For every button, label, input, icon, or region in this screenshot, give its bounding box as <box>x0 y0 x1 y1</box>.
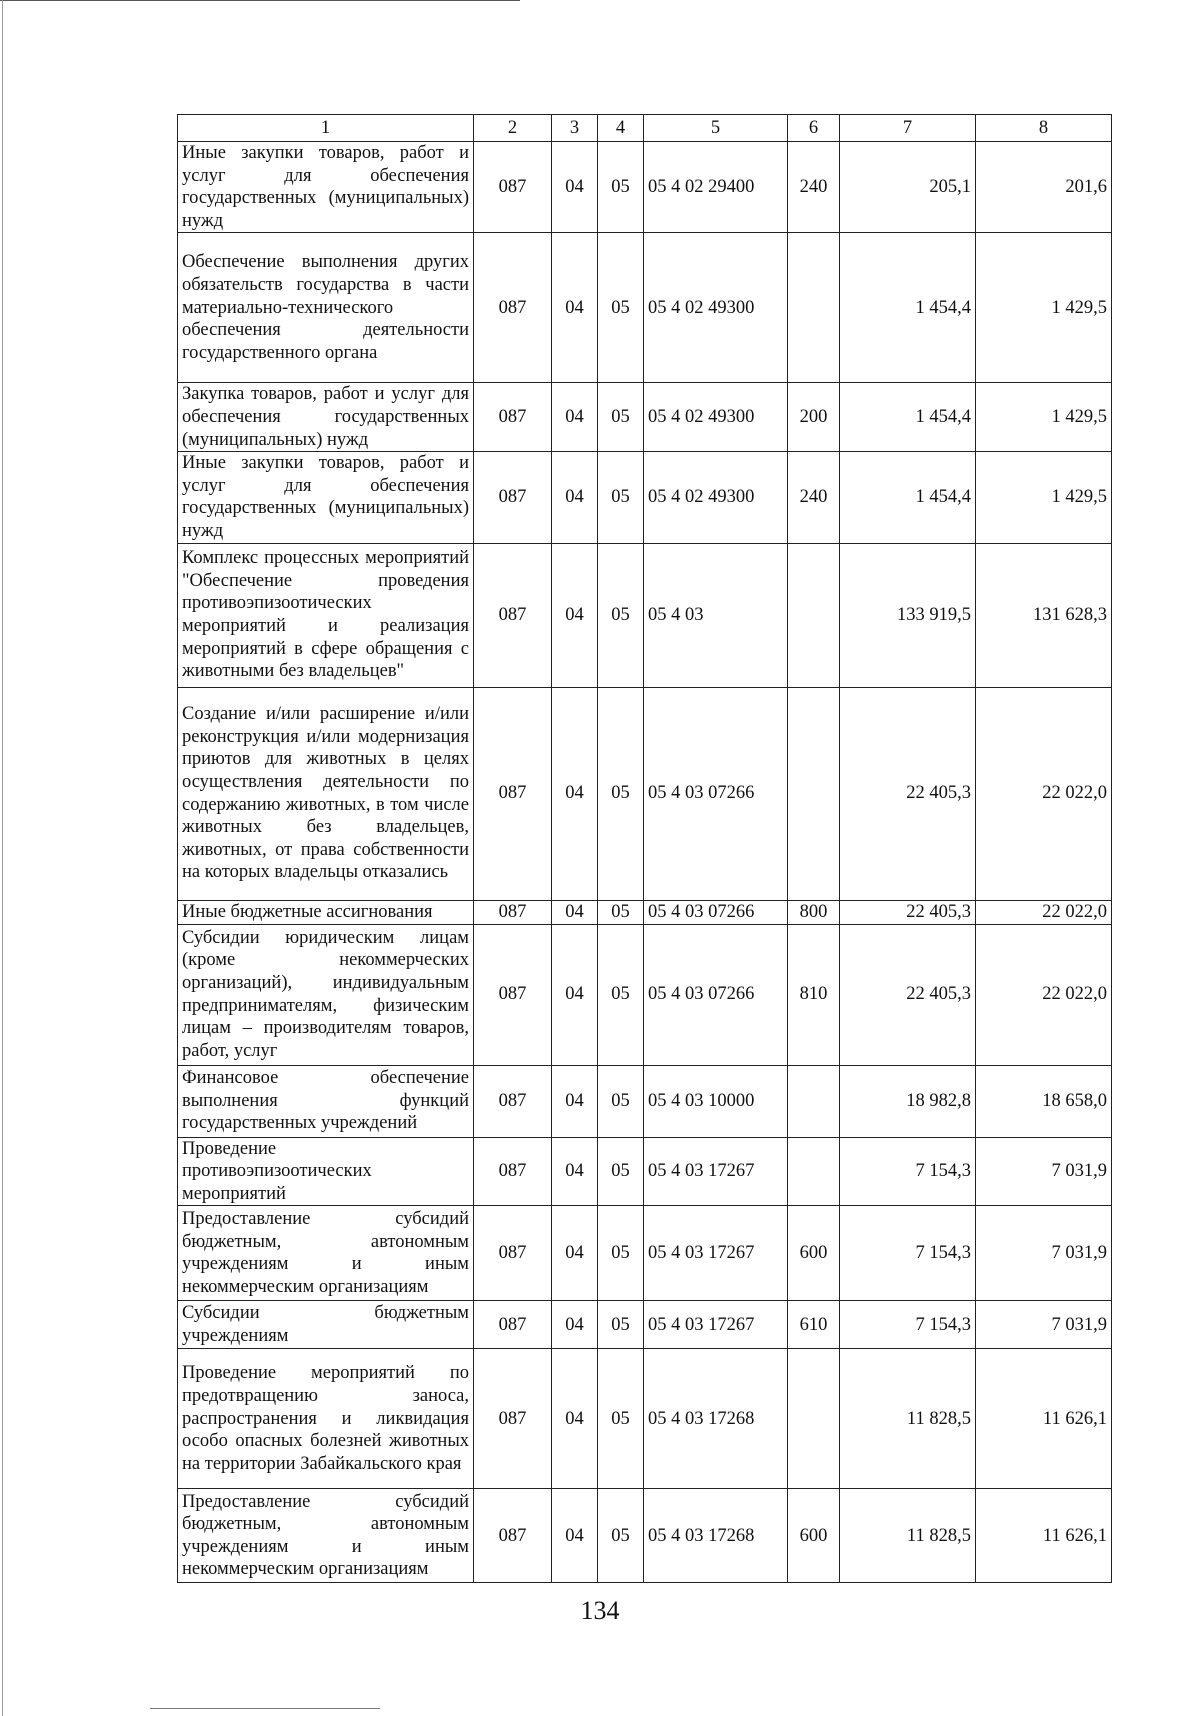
row-name: Субсидии бюджетным учреждениям <box>178 1301 474 1349</box>
amount-col8: 11 626,1 <box>976 1349 1112 1489</box>
expense-type-code: 240 <box>788 142 840 233</box>
amount-col7: 11 828,5 <box>840 1489 976 1583</box>
target-article-code: 05 4 03 07266 <box>644 687 788 900</box>
expense-type-code: 240 <box>788 452 840 543</box>
row-name: Финансовое обеспечение выполнения функций государственных учреждений <box>178 1065 474 1137</box>
amount-col8: 1 429,5 <box>976 383 1112 452</box>
amount-col7: 1 454,4 <box>840 233 976 383</box>
ministry-code: 087 <box>474 924 552 1065</box>
table-row <box>178 924 1112 1065</box>
table-row <box>178 233 1112 383</box>
target-article-code: 05 4 03 17268 <box>644 1489 788 1583</box>
subsection-code: 05 <box>598 1065 644 1137</box>
amount-col8: 11 626,1 <box>976 1489 1112 1583</box>
expense-type-code <box>788 1349 840 1489</box>
subsection-code: 05 <box>598 383 644 452</box>
table-row <box>178 383 1112 452</box>
target-article-code: 05 4 03 17267 <box>644 1301 788 1349</box>
row-name: Проведение противоэпизоотических мероприятий <box>178 1137 474 1206</box>
amount-col7: 205,1 <box>840 142 976 233</box>
amount-col8: 7 031,9 <box>976 1137 1112 1206</box>
row-name: Закупка товаров, работ и услуг для обеспечения государственных (муниципальных) нужд <box>178 383 474 452</box>
table-row <box>178 452 1112 543</box>
column-header: 2 <box>474 115 552 142</box>
target-article-code: 05 4 02 29400 <box>644 142 788 233</box>
subsection-code: 05 <box>598 687 644 900</box>
target-article-code: 05 4 02 49300 <box>644 233 788 383</box>
subsection-code: 05 <box>598 452 644 543</box>
subsection-code: 05 <box>598 1301 644 1349</box>
amount-col8: 201,6 <box>976 142 1112 233</box>
target-article-code: 05 4 03 17268 <box>644 1349 788 1489</box>
amount-col8: 131 628,3 <box>976 543 1112 687</box>
subsection-code: 05 <box>598 1489 644 1583</box>
table-row <box>178 1065 1112 1137</box>
expense-type-code: 600 <box>788 1489 840 1583</box>
row-name: Создание и/или расширение и/или реконструкция и/или модернизация приютов для животных в целях осуществления деятельности по содержанию животных, в том числе животных без владельцев, животных, от права собственности на которых владельцы отказались <box>178 687 474 900</box>
subsection-code: 05 <box>598 233 644 383</box>
row-name: Иные закупки товаров, работ и услуг для обеспечения государственных (муниципальных) нужд <box>178 142 474 233</box>
section-code: 04 <box>552 383 598 452</box>
amount-col8: 18 658,0 <box>976 1065 1112 1137</box>
amount-col7: 22 405,3 <box>840 900 976 924</box>
target-article-code: 05 4 02 49300 <box>644 452 788 543</box>
section-code: 04 <box>552 233 598 383</box>
expense-type-code <box>788 543 840 687</box>
row-name: Комплекс процессных мероприятий "Обеспечение проведения противоэпизоотических мероприятий и реализация мероприятий в сфере обращения с животными без владельцев" <box>178 543 474 687</box>
section-code: 04 <box>552 1489 598 1583</box>
amount-col7: 22 405,3 <box>840 924 976 1065</box>
column-header: 5 <box>644 115 788 142</box>
ministry-code: 087 <box>474 1489 552 1583</box>
target-article-code: 05 4 03 07266 <box>644 900 788 924</box>
table-row <box>178 900 1112 924</box>
expense-type-code <box>788 1137 840 1206</box>
ministry-code: 087 <box>474 1301 552 1349</box>
amount-col8: 22 022,0 <box>976 924 1112 1065</box>
amount-col8: 22 022,0 <box>976 687 1112 900</box>
subsection-code: 05 <box>598 900 644 924</box>
target-article-code: 05 4 02 49300 <box>644 383 788 452</box>
table-header <box>178 115 1112 142</box>
scan-edge-line <box>2 0 3 1716</box>
section-code: 04 <box>552 687 598 900</box>
table-row <box>178 1349 1112 1489</box>
expense-type-code: 610 <box>788 1301 840 1349</box>
row-name: Обеспечение выполнения других обязательств государства в части материально-технического обеспечения деятельности государственного органа <box>178 233 474 383</box>
column-header: 7 <box>840 115 976 142</box>
scan-edge-line <box>150 1708 380 1709</box>
amount-col8: 1 429,5 <box>976 233 1112 383</box>
page-number: 134 <box>580 1596 620 1625</box>
subsection-code: 05 <box>598 1349 644 1489</box>
amount-col7: 1 454,4 <box>840 452 976 543</box>
ministry-code: 087 <box>474 233 552 383</box>
ministry-code: 087 <box>474 383 552 452</box>
section-code: 04 <box>552 1206 598 1301</box>
table-body <box>178 142 1112 1583</box>
row-name: Субсидии юридическим лицам (кроме некоммерческих организаций), индивидуальным предпринимателям, физическим лицам – производителям товаров, работ, услуг <box>178 924 474 1065</box>
expense-type-code: 810 <box>788 924 840 1065</box>
amount-col8: 7 031,9 <box>976 1206 1112 1301</box>
amount-col7: 7 154,3 <box>840 1137 976 1206</box>
expense-type-code: 200 <box>788 383 840 452</box>
table-row <box>178 1489 1112 1583</box>
ministry-code: 087 <box>474 543 552 687</box>
amount-col7: 133 919,5 <box>840 543 976 687</box>
section-code: 04 <box>552 452 598 543</box>
section-code: 04 <box>552 142 598 233</box>
subsection-code: 05 <box>598 543 644 687</box>
amount-col8: 1 429,5 <box>976 452 1112 543</box>
row-name: Иные закупки товаров, работ и услуг для обеспечения государственных (муниципальных) нужд <box>178 452 474 543</box>
expense-type-code <box>788 233 840 383</box>
column-header: 3 <box>552 115 598 142</box>
ministry-code: 087 <box>474 900 552 924</box>
ministry-code: 087 <box>474 687 552 900</box>
header-row <box>178 115 1112 142</box>
row-name: Предоставление субсидий бюджетным, автономным учреждениям и иным некоммерческим организациям <box>178 1206 474 1301</box>
subsection-code: 05 <box>598 1206 644 1301</box>
target-article-code: 05 4 03 07266 <box>644 924 788 1065</box>
amount-col7: 1 454,4 <box>840 383 976 452</box>
amount-col8: 7 031,9 <box>976 1301 1112 1349</box>
row-name: Предоставление субсидий бюджетным, автономным учреждениям и иным некоммерческим организациям <box>178 1489 474 1583</box>
ministry-code: 087 <box>474 452 552 543</box>
table-row <box>178 1301 1112 1349</box>
scan-edge-line <box>0 0 520 1</box>
subsection-code: 05 <box>598 924 644 1065</box>
expense-type-code <box>788 1065 840 1137</box>
expense-type-code <box>788 687 840 900</box>
section-code: 04 <box>552 924 598 1065</box>
amount-col8: 22 022,0 <box>976 900 1112 924</box>
target-article-code: 05 4 03 17267 <box>644 1137 788 1206</box>
ministry-code: 087 <box>474 1206 552 1301</box>
target-article-code: 05 4 03 17267 <box>644 1206 788 1301</box>
target-article-code: 05 4 03 10000 <box>644 1065 788 1137</box>
amount-col7: 11 828,5 <box>840 1349 976 1489</box>
table-row <box>178 543 1112 687</box>
amount-col7: 7 154,3 <box>840 1206 976 1301</box>
target-article-code: 05 4 03 <box>644 543 788 687</box>
subsection-code: 05 <box>598 1137 644 1206</box>
table-row <box>178 142 1112 233</box>
section-code: 04 <box>552 1301 598 1349</box>
ministry-code: 087 <box>474 1137 552 1206</box>
subsection-code: 05 <box>598 142 644 233</box>
row-name: Иные бюджетные ассигнования <box>178 900 474 924</box>
section-code: 04 <box>552 900 598 924</box>
column-header: 1 <box>178 115 474 142</box>
expense-type-code: 800 <box>788 900 840 924</box>
amount-col7: 22 405,3 <box>840 687 976 900</box>
section-code: 04 <box>552 543 598 687</box>
row-name: Проведение мероприятий по предотвращению заноса, распространения и ликвидация особо опасных болезней животных на территории Забайкальского края <box>178 1349 474 1489</box>
column-header: 8 <box>976 115 1112 142</box>
column-header: 4 <box>598 115 644 142</box>
ministry-code: 087 <box>474 142 552 233</box>
ministry-code: 087 <box>474 1349 552 1489</box>
budget-table <box>177 114 1112 1583</box>
expense-type-code: 600 <box>788 1206 840 1301</box>
amount-col7: 18 982,8 <box>840 1065 976 1137</box>
ministry-code: 087 <box>474 1065 552 1137</box>
table-row <box>178 1206 1112 1301</box>
section-code: 04 <box>552 1065 598 1137</box>
table-row <box>178 687 1112 900</box>
section-code: 04 <box>552 1137 598 1206</box>
table-row <box>178 1137 1112 1206</box>
amount-col7: 7 154,3 <box>840 1301 976 1349</box>
column-header: 6 <box>788 115 840 142</box>
section-code: 04 <box>552 1349 598 1489</box>
